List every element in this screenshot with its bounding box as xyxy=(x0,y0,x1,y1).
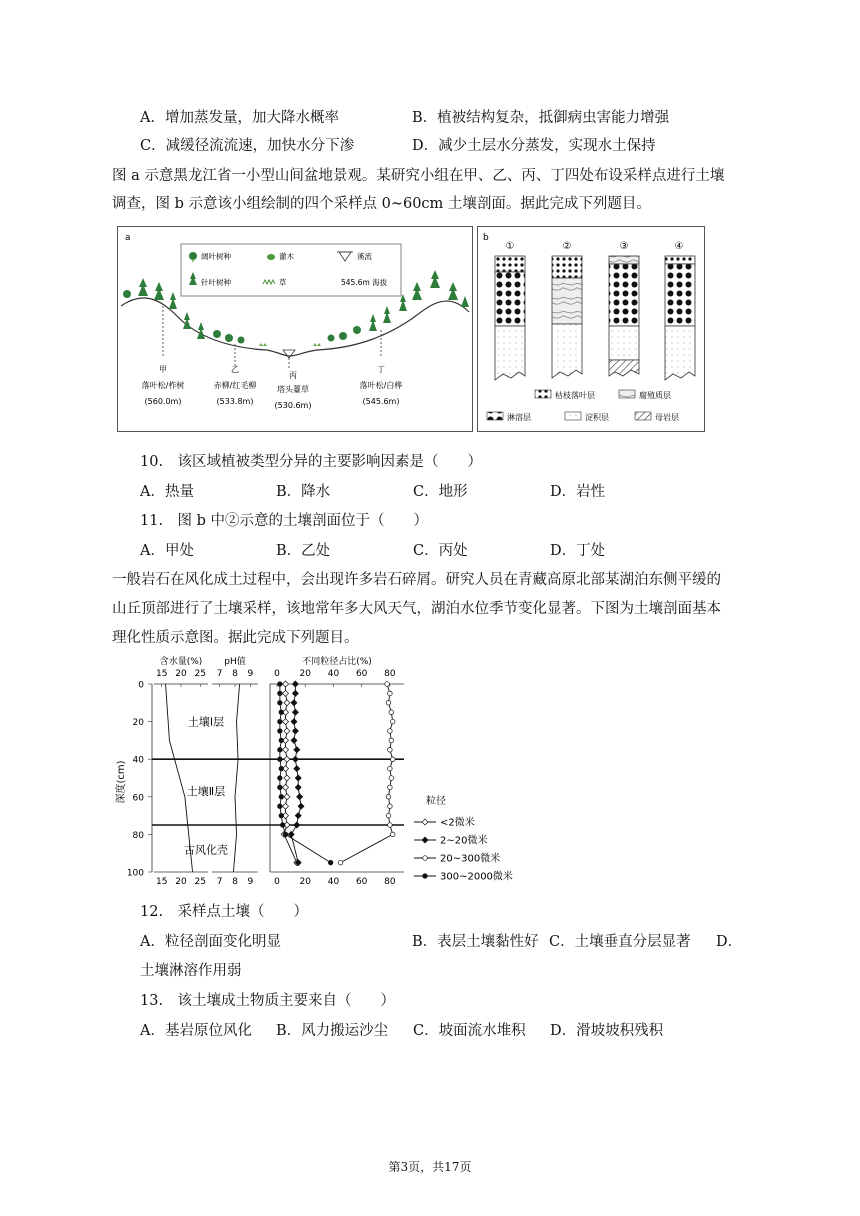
data-point xyxy=(280,823,285,828)
data-point xyxy=(279,710,284,715)
data-point xyxy=(292,681,298,687)
data-point xyxy=(292,690,298,696)
q13-option-d: D．滑坡坡积残积 xyxy=(550,1023,664,1039)
data-point xyxy=(388,691,393,696)
q13-option-a: A．基岩原位风化 xyxy=(140,1023,252,1039)
x-tick-label-bottom: 7 xyxy=(216,877,223,887)
q10-option-a: A．热量 xyxy=(140,484,194,500)
profile-4-number: ④ xyxy=(674,241,684,252)
data-point xyxy=(388,823,393,828)
data-point xyxy=(283,747,289,753)
legend-eluvial: 淋溶层 xyxy=(507,413,531,422)
data-point xyxy=(284,700,290,706)
x-tick-label-top: 60 xyxy=(355,669,368,679)
data-point xyxy=(278,729,283,734)
layer-label: 土壤Ⅰ层 xyxy=(187,715,225,729)
profile-3 xyxy=(609,256,639,376)
data-point xyxy=(389,738,394,743)
x-tick-label-top: 25 xyxy=(194,669,207,679)
x-tick-label-bottom: 60 xyxy=(355,877,368,887)
data-point xyxy=(295,775,301,781)
data-point xyxy=(283,690,289,696)
q11-option-d: D．丁处 xyxy=(550,543,606,559)
data-point xyxy=(278,691,283,696)
legend-parent: 母岩层 xyxy=(655,413,679,422)
q9-option-d: D．减少土层水分蒸发，实现水土保持 xyxy=(412,138,656,154)
data-point xyxy=(338,860,343,865)
site-yi-alt: (533.8m) xyxy=(216,397,254,406)
q9-option-a: A．增加蒸发量，加大降水概率 xyxy=(140,110,339,126)
data-point xyxy=(385,682,390,687)
x-tick-label-top: 0 xyxy=(274,669,280,679)
data-point xyxy=(283,681,289,687)
intro1-line1: 图 a 示意黑龙江省一小型山间盆地景观。某研究小组在甲、乙、丙、丁四处布设采样点进行土壤 xyxy=(112,168,725,184)
legend-label: 300~2000微米 xyxy=(440,871,513,883)
data-point xyxy=(283,832,288,837)
site-ding-alt: (545.6m) xyxy=(362,397,400,406)
data-point xyxy=(390,757,395,762)
data-point xyxy=(291,700,297,706)
y-tick-label: 100 xyxy=(126,868,144,879)
y-tick-label: 0 xyxy=(138,680,144,691)
legend-label: 2~20微米 xyxy=(440,835,488,847)
q10-option-b: B．降水 xyxy=(276,484,331,500)
data-point xyxy=(292,709,298,715)
q12-stem: 12. 采样点土壤（ ） xyxy=(140,904,309,920)
profile-4 xyxy=(665,256,695,380)
y-tick-label: 40 xyxy=(132,755,144,766)
legend-marker xyxy=(423,856,428,861)
x-tick-label-bottom: 40 xyxy=(327,877,340,887)
intro2-line1: 一般岩石在风化成土过程中，会出现许多岩石碎屑。研究人员在青藏高原北部某湖泊东侧平缓的 xyxy=(112,572,721,588)
site-bing-alt: (530.6m) xyxy=(274,401,312,410)
data-point xyxy=(283,784,289,790)
data-point xyxy=(278,748,283,753)
q13-option-c: C．坡面流水堆积 xyxy=(413,1023,526,1039)
data-point xyxy=(284,794,290,800)
data-point xyxy=(284,728,290,734)
data-point xyxy=(279,766,284,771)
data-point xyxy=(388,748,393,753)
x-tick-label-bottom: 80 xyxy=(384,877,396,887)
site-ding-veg: 落叶松/白桦 xyxy=(359,381,403,390)
legend-stream: 溪流 xyxy=(357,252,372,261)
site-bing-veg: 塔头薹草 xyxy=(277,385,309,394)
data-point xyxy=(388,804,393,809)
data-point xyxy=(284,775,290,781)
data-point xyxy=(283,719,289,725)
q12-option-a: A．粒径剖面变化明显 xyxy=(140,934,281,950)
y-tick-label: 80 xyxy=(132,830,144,841)
data-point xyxy=(295,784,301,790)
x-tick-label-top: 8 xyxy=(232,669,238,679)
q10-option-c: C．地形 xyxy=(413,484,468,500)
q10-option-d: D．岩性 xyxy=(550,484,606,500)
layer-label: 古风化壳 xyxy=(184,843,228,857)
site-bing-name: 丙 xyxy=(289,371,297,380)
q9-option-c: C．减缓径流流速，加快水分下渗 xyxy=(140,138,355,154)
panel-title: pH值 xyxy=(224,657,246,667)
data-point xyxy=(295,813,301,819)
data-point xyxy=(294,822,300,828)
chart-ylabel: 深度(cm) xyxy=(116,760,127,804)
x-tick-label-top: 80 xyxy=(384,669,396,679)
data-point xyxy=(291,737,297,743)
data-point xyxy=(386,813,391,818)
q13-option-b: B．风力搬运沙尘 xyxy=(276,1023,389,1039)
legend-altitude: 545.6m 海拔 xyxy=(341,278,388,287)
profile-3-number: ③ xyxy=(619,241,629,252)
q12-option-d-label: D． xyxy=(716,934,743,950)
x-tick-label-bottom: 0 xyxy=(274,877,280,887)
data-point xyxy=(294,747,300,753)
legend-shrub: 灌木 xyxy=(279,252,294,261)
x-tick-label-top: 7 xyxy=(216,669,223,679)
profile-2 xyxy=(552,256,582,378)
legend-grass: 草 xyxy=(279,278,287,287)
site-jia-veg: 落叶松/柞树 xyxy=(141,381,185,390)
figure-a-landscape xyxy=(117,226,473,432)
q11-stem: 11. 图 b 中②示意的土壤剖面位于（ ） xyxy=(140,513,429,529)
data-point xyxy=(279,738,284,743)
data-point xyxy=(389,776,394,781)
q12-option-b: B．表层土壤黏性好 xyxy=(412,934,539,950)
x-tick-label-top: 20 xyxy=(299,669,311,679)
legend-deposit: 淀积层 xyxy=(585,413,609,422)
legend-humus: 腐殖质层 xyxy=(639,391,671,400)
x-tick-label-top: 40 xyxy=(327,669,340,679)
data-point xyxy=(389,710,394,715)
layer-label: 土壤Ⅱ层 xyxy=(186,785,226,799)
x-tick-label-bottom: 20 xyxy=(299,877,311,887)
data-point xyxy=(297,794,303,800)
q11-option-c: C．丙处 xyxy=(413,543,468,559)
profile-2-number: ② xyxy=(562,241,572,252)
data-point xyxy=(284,756,290,762)
data-point xyxy=(279,795,284,800)
q12-option-d-text: 土壤淋溶作用弱 xyxy=(140,963,242,979)
panel-title: 含水量(%) xyxy=(159,657,203,667)
legend-litter: 枯枝落叶层 xyxy=(555,391,595,400)
site-yi-veg: 赤柳/红毛柳 xyxy=(213,381,257,390)
q11-option-a: A．甲处 xyxy=(140,543,194,559)
site-ding-name: 丁 xyxy=(377,365,385,374)
data-point xyxy=(278,804,283,809)
data-point xyxy=(390,719,395,724)
data-point xyxy=(292,756,298,762)
data-point xyxy=(292,728,298,734)
data-point xyxy=(388,766,393,771)
page-footer: 第3页，共17页 xyxy=(388,1160,472,1174)
y-tick-label: 60 xyxy=(132,793,144,804)
legend-label: <2微米 xyxy=(440,817,475,829)
data-point xyxy=(328,860,333,865)
data-point xyxy=(279,813,284,818)
data-point xyxy=(388,785,393,790)
data-point xyxy=(388,729,393,734)
site-jia-name: 甲 xyxy=(159,365,167,374)
x-tick-label-bottom: 8 xyxy=(232,877,238,887)
legend-title: 粒径 xyxy=(426,796,446,807)
legend-marker xyxy=(422,837,428,843)
x-tick-label-top: 15 xyxy=(155,669,168,679)
x-tick-label-bottom: 15 xyxy=(155,877,168,887)
soil-profile-chart xyxy=(108,654,558,894)
x-tick-label-bottom: 20 xyxy=(175,877,187,887)
q9-option-b: B．植被结构复杂，抵御病虫害能力增强 xyxy=(412,110,670,126)
site-yi-name: 乙 xyxy=(231,365,239,374)
shrub-icon xyxy=(267,254,275,260)
legend-marker xyxy=(423,874,428,879)
ph-line xyxy=(233,684,239,872)
q10-stem: 10. 该区域植被类型分异的主要影响因素是（ ） xyxy=(140,454,483,470)
data-point xyxy=(294,766,300,772)
profile-1-number: ① xyxy=(505,241,515,252)
x-tick-label-top: 20 xyxy=(175,669,187,679)
legend-label: 20~300微米 xyxy=(440,853,501,865)
figure-b-label: b xyxy=(483,233,489,243)
data-point xyxy=(386,701,391,706)
data-point xyxy=(390,832,395,837)
q13-stem: 13. 该土壤成土物质主要来自（ ） xyxy=(140,993,396,1009)
figure-a-label: a xyxy=(125,233,131,243)
data-point xyxy=(278,719,283,724)
data-point xyxy=(298,803,304,809)
data-point xyxy=(386,795,391,800)
q12-option-c: C．土壤垂直分层显著 xyxy=(549,934,691,950)
intro2-line3: 理化性质示意图。据此完成下列题目。 xyxy=(112,630,359,646)
data-point xyxy=(278,701,283,706)
legend-conifer: 针叶树种 xyxy=(201,278,231,287)
intro2-line2: 山丘顶部进行了土壤采样，该地常年多大风天气，湖泊水位季节变化显著。下图为土壤剖面基本 xyxy=(112,601,721,617)
legend-marker xyxy=(422,819,428,825)
panel-title: 不同粒径占比(%) xyxy=(302,657,372,667)
data-point xyxy=(291,719,297,725)
q11-option-b: B．乙处 xyxy=(276,543,331,559)
data-point xyxy=(278,785,283,790)
legend-broadleaf: 阔叶树种 xyxy=(201,252,231,261)
data-point xyxy=(283,803,289,809)
x-tick-label-top: 9 xyxy=(247,669,254,679)
figure-b-soil-profiles xyxy=(477,226,705,432)
x-tick-label-bottom: 25 xyxy=(194,877,207,887)
x-tick-label-bottom: 9 xyxy=(247,877,254,887)
y-tick-label: 20 xyxy=(132,718,144,729)
series-line xyxy=(341,684,393,863)
intro1-line2: 调查，图 b 示意该小组绘制的四个采样点 0~60cm 土壤剖面。据此完成下列题目。 xyxy=(112,196,651,212)
data-point xyxy=(278,776,283,781)
profile-1 xyxy=(495,256,525,380)
data-point xyxy=(278,757,283,762)
site-jia-alt: (560.0m) xyxy=(144,397,182,406)
data-point xyxy=(278,682,283,687)
